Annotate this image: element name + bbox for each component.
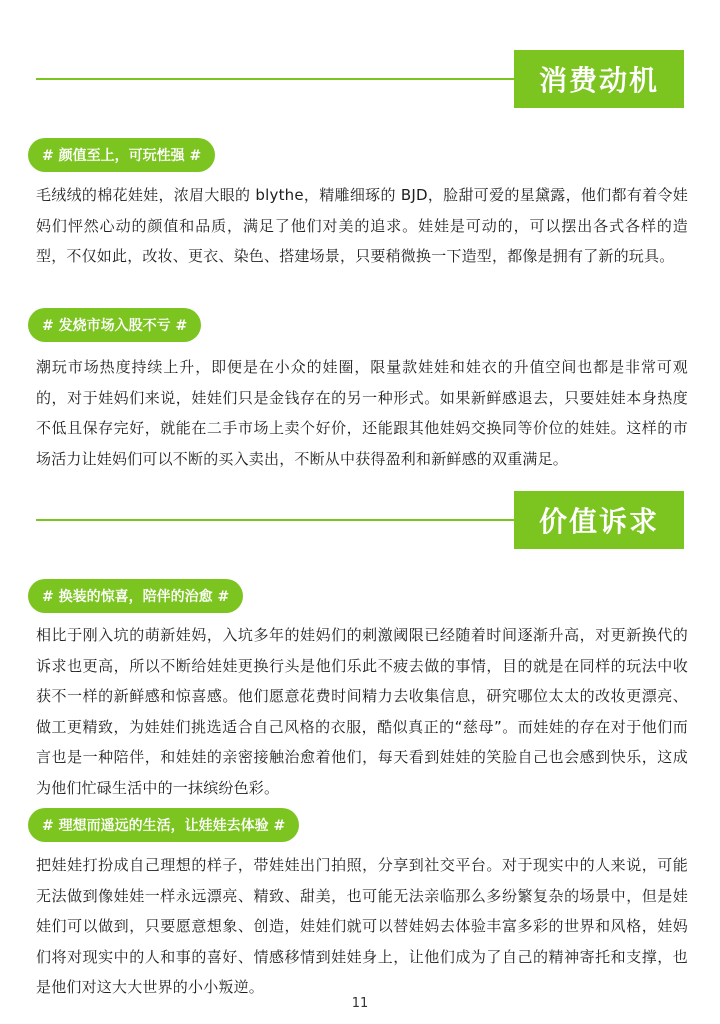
section-title: 价值诉求 xyxy=(514,491,684,549)
paragraph: 毛绒绒的棉花娃娃，浓眉大眼的 blythe，精雕细琢的 BJD，脸甜可爱的星黛露，他们都有着令娃妈们怦然心动的颜值和品质，满足了他们对美的追求。娃娃是可动的，可以摆出各式各样的造型，不仅如此，改妆、更衣、染色、搭建场景，只要稍微换一下造型，都像是拥有了新的玩具。 xyxy=(36,186,688,265)
subsection-tag: # 颜值至上，可玩性强 # xyxy=(28,138,215,172)
section-divider xyxy=(36,78,534,80)
page-number: 11 xyxy=(351,996,369,1011)
section-title: 消费动机 xyxy=(514,50,684,108)
paragraph: 相比于刚入坑的萌新娃妈，入坑多年的娃妈们的刺激阈限已经随着时间逐渐升高，对更新换代的诉求也更高，所以不断给娃娃更换行头是他们乐此不疲去做的事情，目的就是在同样的玩法中收获不一样的新鲜感和惊喜感。他们愿意花费时间精力去收集信息，研究哪位太太的改妆更漂亮、做工更精致，为娃娃们挑选适合自己风格的衣服，酷似真正的“慈母”。而娃娃的存在对于他们而言也是一种陪伴，和娃娃的亲密接触治愈着他们，每天看到娃娃的笑脸自己也会感到快乐，这成为他们忙碌生活中的一抹缤纷色彩。 xyxy=(36,626,688,797)
subsection-tag: # 换装的惊喜，陪伴的治愈 # xyxy=(28,579,243,613)
section-header-motivation xyxy=(36,50,684,108)
subsection-tag: # 发烧市场入股不亏 # xyxy=(28,308,201,342)
section-header-value xyxy=(36,491,684,549)
paragraph: 把娃娃打扮成自己理想的样子，带娃娃出门拍照，分享到社交平台。对于现实中的人来说，可能无法做到像娃娃一样永远漂亮、精致、甜美，也可能无法亲临那么多纷繁复杂的场景中，但是娃娃们可以做到，只要愿意想象、创造，娃娃们就可以替娃妈去体验丰富多彩的世界和风格，娃妈们将对现实中的人和事的喜好、情感移情到娃娃身上，让他们成为了自己的精神寄托和支撑，也是他们对这大大世界的小小叛逆。 xyxy=(36,856,688,996)
paragraph: 潮玩市场热度持续上升，即便是在小众的娃圈，限量款娃娃和娃衣的升值空间也都是非常可观的，对于娃妈们来说，娃娃们只是金钱存在的另一种形式。如果新鲜感退去，只要娃娃本身热度不低且保存完好，就能在二手市场上卖个好价，还能跟其他娃妈交换同等价位的娃娃。这样的市场活力让娃妈们可以不断的买入卖出，不断从中获得盈利和新鲜感的双重满足。 xyxy=(36,358,688,468)
subsection-tag: # 理想而遥远的生活，让娃娃去体验 # xyxy=(28,808,299,842)
section-divider xyxy=(36,519,534,521)
